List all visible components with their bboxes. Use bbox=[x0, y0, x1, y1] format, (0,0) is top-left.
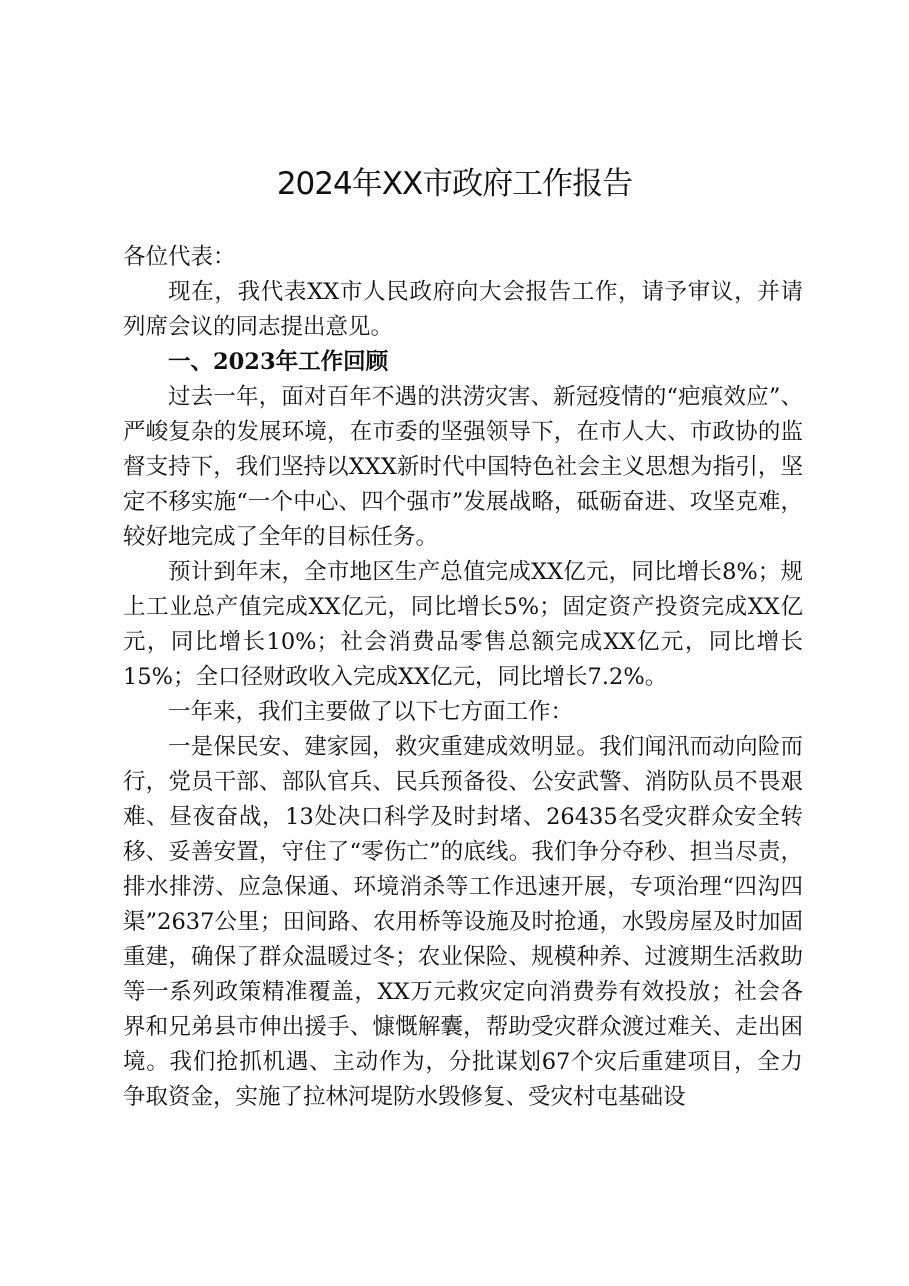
paragraph-disaster-relief: 一是保民安、建家园，救灾重建成效明显。我们闻汛而动向险而行，党员干部、部队官兵、民兵预备役、公安武警、消防队员不畏艰难、昼夜奋战，13处决口科学及时封堵、26435名受灾群众安全转移、妥善安置，守住了“零伤亡”的底线。我们争分夺秒、担当尽责，排水排涝、应急保通、环境消杀等工作迅速开展，专项治理“四沟四渠”2637公里；田间路、农用桥等设施及时抢通，水毁房屋及时加固重建，确保了群众温暖过冬；农业保险、规模种养、过渡期生活救助等一系列政策精准覆盖，XX万元救灾定向消费券有效投放；社会各界和兄弟县市伸出援手、慷慨解囊，帮助受灾群众渡过难关、走出困境。我们抢抓机遇、主动作为，分批谋划67个灾后重建项目，全力争取资金，实施了拉林河堤防水毁修复、受灾村屯基础设 bbox=[123, 734, 803, 1110]
document-body bbox=[123, 240, 803, 1115]
paragraph-intro: 现在，我代表XX市人民政府向大会报告工作，请予审议，并请列席会议的同志提出意见。 bbox=[123, 279, 803, 340]
salutation: 各位代表： bbox=[123, 244, 236, 270]
paragraph-review: 过去一年，面对百年不遇的洪涝灾害、新冠疫情的“疤痕效应”、严峻复杂的发展环境，在市委的坚强领导下，在市人大、市政协的监督支持下，我们坚持以XXX新时代中国特色社会主义思想为指引，坚定不移实施“一个中心、四个强市”发展战略，砥砺奋进、攻坚克难，较好地完成了全年的目标任务。 bbox=[123, 384, 803, 550]
section-heading: 一、2023年工作回顾 bbox=[168, 349, 389, 375]
paragraph-statistics: 预计到年末，全市地区生产总值完成XX亿元，同比增长8%；规上工业总产值完成XX亿元，同比增长5%；固定资产投资完成XX亿元，同比增长10%；社会消费品零售总额完成XX亿元，同比增长15%；全口径财政收入完成XX亿元，同比增长7.2%。 bbox=[123, 559, 803, 690]
document-title: 2024年XX市政府工作报告 bbox=[276, 166, 633, 202]
paragraph-overview: 一年来，我们主要做了以下七方面工作： bbox=[168, 699, 574, 725]
